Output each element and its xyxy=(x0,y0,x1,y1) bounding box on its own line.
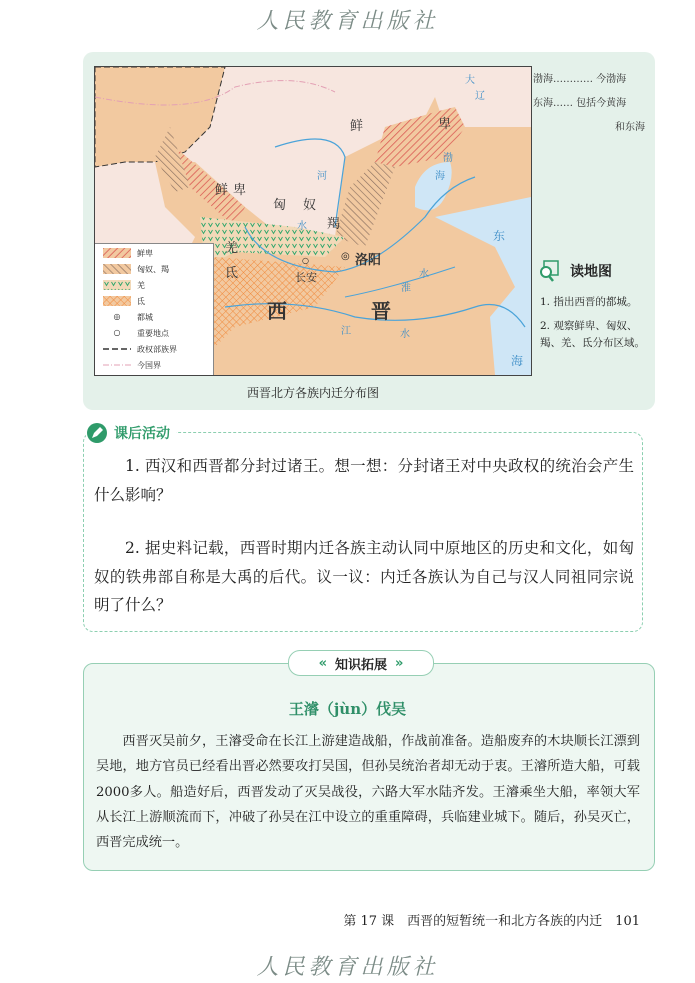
capital-icon: ◎ xyxy=(113,312,121,321)
boundary-dash-swatch xyxy=(103,344,131,354)
label-bohai: 渤 xyxy=(443,153,453,164)
label-xiongnu: 匈 xyxy=(273,198,287,213)
read-map-question: 1. 指出西晋的都城。 xyxy=(540,296,638,308)
map-legend xyxy=(95,243,214,376)
historical-map xyxy=(94,66,532,376)
extension-title: 王濬（jùn）伐吴 xyxy=(288,700,407,718)
activity-question: 2. 据史料记载，西晋时期内迁各族主动认同中原地区的历史和文化，如匈奴的铁弗部自称是大禹的后代。议一议：内迁各族认为自己与汉人同祖同宗说明了什么？ xyxy=(94,539,634,614)
label-donghai: 东 xyxy=(493,229,506,243)
capital-icon: ◎ xyxy=(341,251,350,262)
chevron-left-icon: « xyxy=(318,655,327,671)
place-icon: ○ xyxy=(302,256,309,265)
label-di: 氐 xyxy=(225,266,239,281)
place-icon: ○ xyxy=(113,328,121,337)
label-river-he: 河 xyxy=(317,171,327,182)
publisher-logo-bottom: 人民教育出版社 xyxy=(256,955,439,980)
legend-label: 羌 xyxy=(137,280,145,290)
green-v-swatch xyxy=(103,280,131,290)
map-note: 渤海………… 今渤海 xyxy=(533,74,627,85)
orange-cross-swatch xyxy=(103,296,131,306)
map-note: 和东海 xyxy=(615,122,645,133)
extension-text: 西晋灭吴前夕，王濬受命在长江上游建造战船，作战前准备。造船废弃的木块顺长江漂到吴地，地方官员已经看出晋必然要攻打吴国，但孙吴统治者却无动于衷。王濬所造大船，可载2000多人。船造好后，西晋发动了灭吴战役，六路大军水陆齐发。王濬乘坐大船，率领大军从长江上游顺流而下，冲破了孙吴在江中设立的重重障碍，兵临建业城下。随后，孙吴灭亡，西晋完成统一。 xyxy=(96,734,640,851)
label-donghai: 海 xyxy=(511,354,524,368)
label-river-jiang: 水 xyxy=(400,329,410,340)
pencil-icon xyxy=(86,422,108,444)
legend-item xyxy=(103,310,153,324)
legend-label: 今国界 xyxy=(137,360,161,370)
label-qiang: 羌 xyxy=(225,241,239,256)
page-footer: 第 17 课 西晋的短暂统一和北方各族的内迁 101 xyxy=(343,914,640,929)
label-xianbei: 鲜 xyxy=(215,183,229,198)
extension-tab-label: 知识拓展 xyxy=(334,657,387,673)
legend-item xyxy=(103,358,161,372)
label-xianbei: 卑 xyxy=(233,183,247,198)
legend-label: 都城 xyxy=(137,312,153,322)
label-bohai: 海 xyxy=(435,171,445,182)
read-map-title: 读地图 xyxy=(570,264,612,280)
extension-tab xyxy=(288,650,434,676)
label-river-jiang: 江 xyxy=(341,326,351,337)
label-changan: 长安 xyxy=(295,271,317,284)
label-river-huai: 淮 xyxy=(401,283,411,294)
legend-label: 鲜卑 xyxy=(137,248,153,258)
label-river-shui: 水 xyxy=(297,221,307,232)
label-xi: 西 xyxy=(267,299,287,323)
chevron-right-icon: » xyxy=(395,655,404,671)
legend-label: 政权部族界 xyxy=(137,344,177,354)
label-xianbei: 鲜 xyxy=(350,119,364,134)
legend-item xyxy=(103,278,145,292)
legend-item xyxy=(103,294,145,308)
read-map-question: 2. 观察鲜卑、匈奴、羯、羌、氐分布区域。 xyxy=(540,320,645,349)
map-note: 东海…… 包括今黄海 xyxy=(533,98,627,109)
label-jie: 羯 xyxy=(327,217,341,232)
legend-label: 重要地点 xyxy=(137,328,169,338)
read-map-heading xyxy=(538,260,612,282)
legend-label: 氐 xyxy=(137,296,145,306)
legend-item xyxy=(103,262,169,276)
red-hatch-swatch xyxy=(103,248,131,258)
publisher-logo-top: 人民教育出版社 xyxy=(256,9,439,34)
label-jin: 晋 xyxy=(371,299,391,323)
label-xianbei: 卑 xyxy=(438,117,452,132)
legend-item xyxy=(103,342,177,356)
activity-title: 课后活动 xyxy=(114,426,170,442)
legend-item xyxy=(103,246,153,260)
brown-hatch-swatch xyxy=(103,264,131,274)
border-dashdot-swatch xyxy=(103,360,131,370)
label-luoyang: 洛阳 xyxy=(355,253,382,268)
label-river-huai: 水 xyxy=(419,269,429,280)
legend-item xyxy=(103,326,169,340)
label-river-liao: 大 xyxy=(465,75,475,86)
activity-heading xyxy=(86,422,176,444)
map-caption: 西晋北方各族内迁分布图 xyxy=(246,386,379,400)
magnifier-icon xyxy=(538,260,560,282)
label-river-liao: 辽 xyxy=(475,91,485,102)
label-xiongnu: 奴 xyxy=(303,198,317,213)
activity-question: 1. 西汉和西晋都分封过诸王。想一想：分封诸王对中央政权的统治会产生什么影响？ xyxy=(94,457,634,504)
legend-label: 匈奴、羯 xyxy=(137,264,169,274)
map-panel xyxy=(83,52,655,410)
